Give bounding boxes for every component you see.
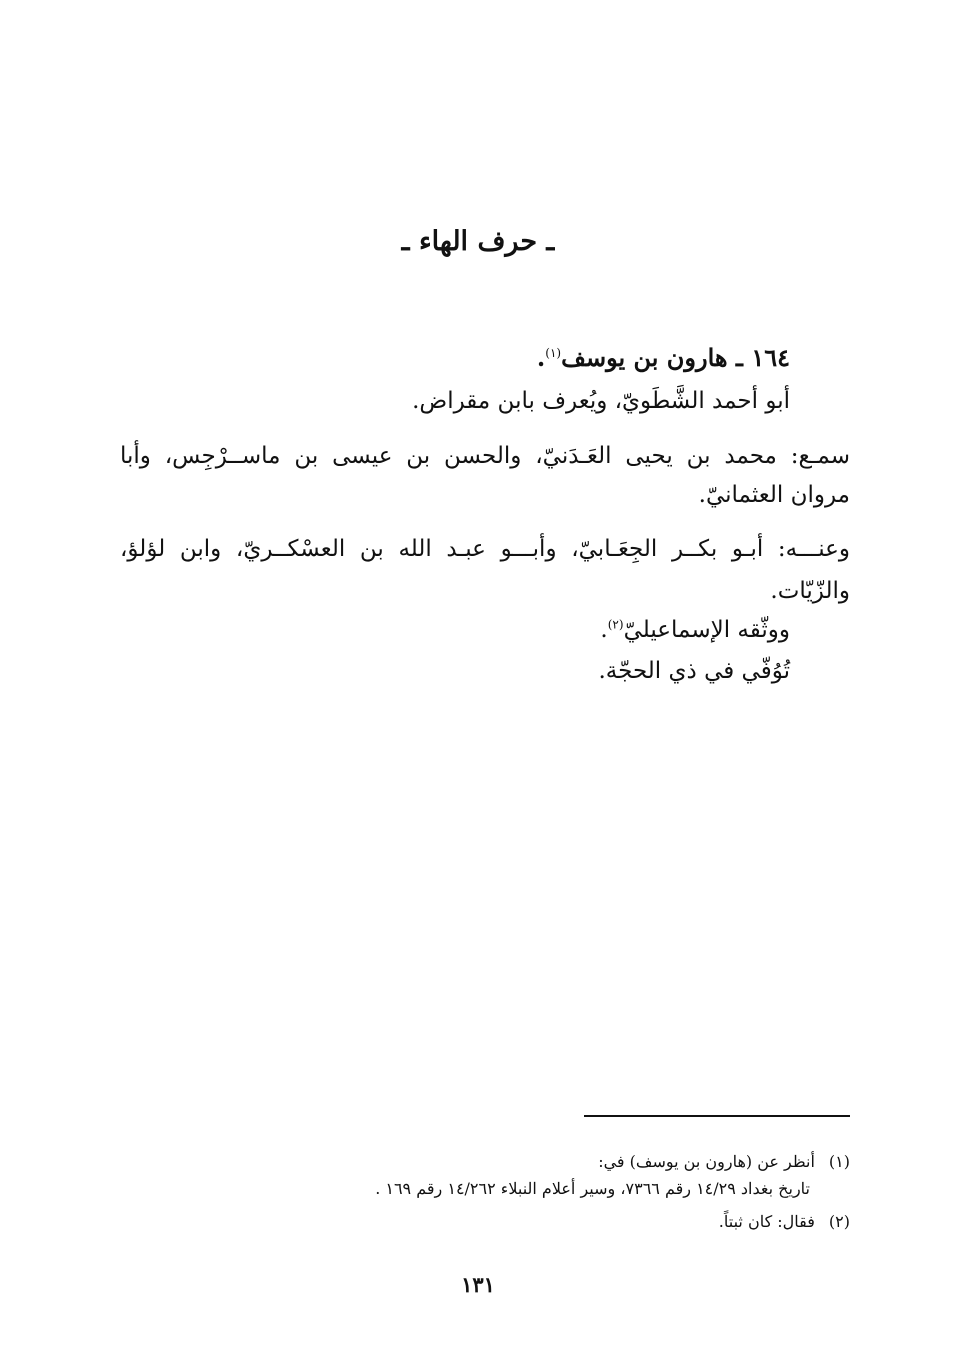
entry-line-teachers: سمـع: محمد بن يحيى العَـدَنيّ، والحسن بن عيسى بن ماســرْجِس، وأبا [120, 443, 850, 469]
entry-line-teachers-cont: مروان العثمانيّ. [698, 482, 850, 508]
footnote-1-cont: تاريخ بغداد ١٤/٢٩ رقم ٧٣٦٦، وسير أعلام النبلاء ١٤/٢٦٢ رقم ١٦٩ . [375, 1179, 810, 1198]
entry-heading [537, 343, 790, 372]
entry-line-students-cont: والزّيّات. [770, 578, 850, 604]
entry-heading-end: . [536, 343, 546, 372]
footnote-2 [719, 1212, 850, 1231]
entry-line-students: وعنـــه: أبـو بكــر الجِعَـابيّ، وأبـــو عبـد الله بن العسْكــريّ، وابن لؤلؤ، [120, 536, 850, 562]
footnote-1-number: (١) [828, 1152, 850, 1171]
footnote-ref-2[interactable]: (٢) [607, 617, 624, 632]
tawthiq-end: . [600, 617, 608, 643]
entry-heading-text: ١٦٤ ـ هارون بن يوسف [561, 343, 790, 372]
footnote-2-text: فقال: كان ثبتاً. [718, 1212, 815, 1231]
entry-line-kunya: أبو أحمد الشَّطَويّ، ويُعرف بابن مقراض. [412, 388, 790, 414]
page-number: ١٣١ [461, 1272, 495, 1297]
entry-line-tawthiq [600, 617, 790, 643]
entry-line-death: تُوُفّي في ذي الحجّة. [598, 658, 790, 684]
footnote-divider [584, 1115, 850, 1117]
tawthiq-text: ووثّقه الإسماعيليّ [623, 617, 790, 643]
chapter-title: ـ حرف الهاء ـ [401, 226, 555, 257]
footnote-2-number: (٢) [828, 1212, 850, 1231]
footnote-1-text: أنظر عن (هارون بن يوسف) في: [598, 1152, 815, 1171]
footnote-1 [598, 1152, 850, 1171]
footnote-ref-1[interactable]: (١) [545, 346, 562, 360]
